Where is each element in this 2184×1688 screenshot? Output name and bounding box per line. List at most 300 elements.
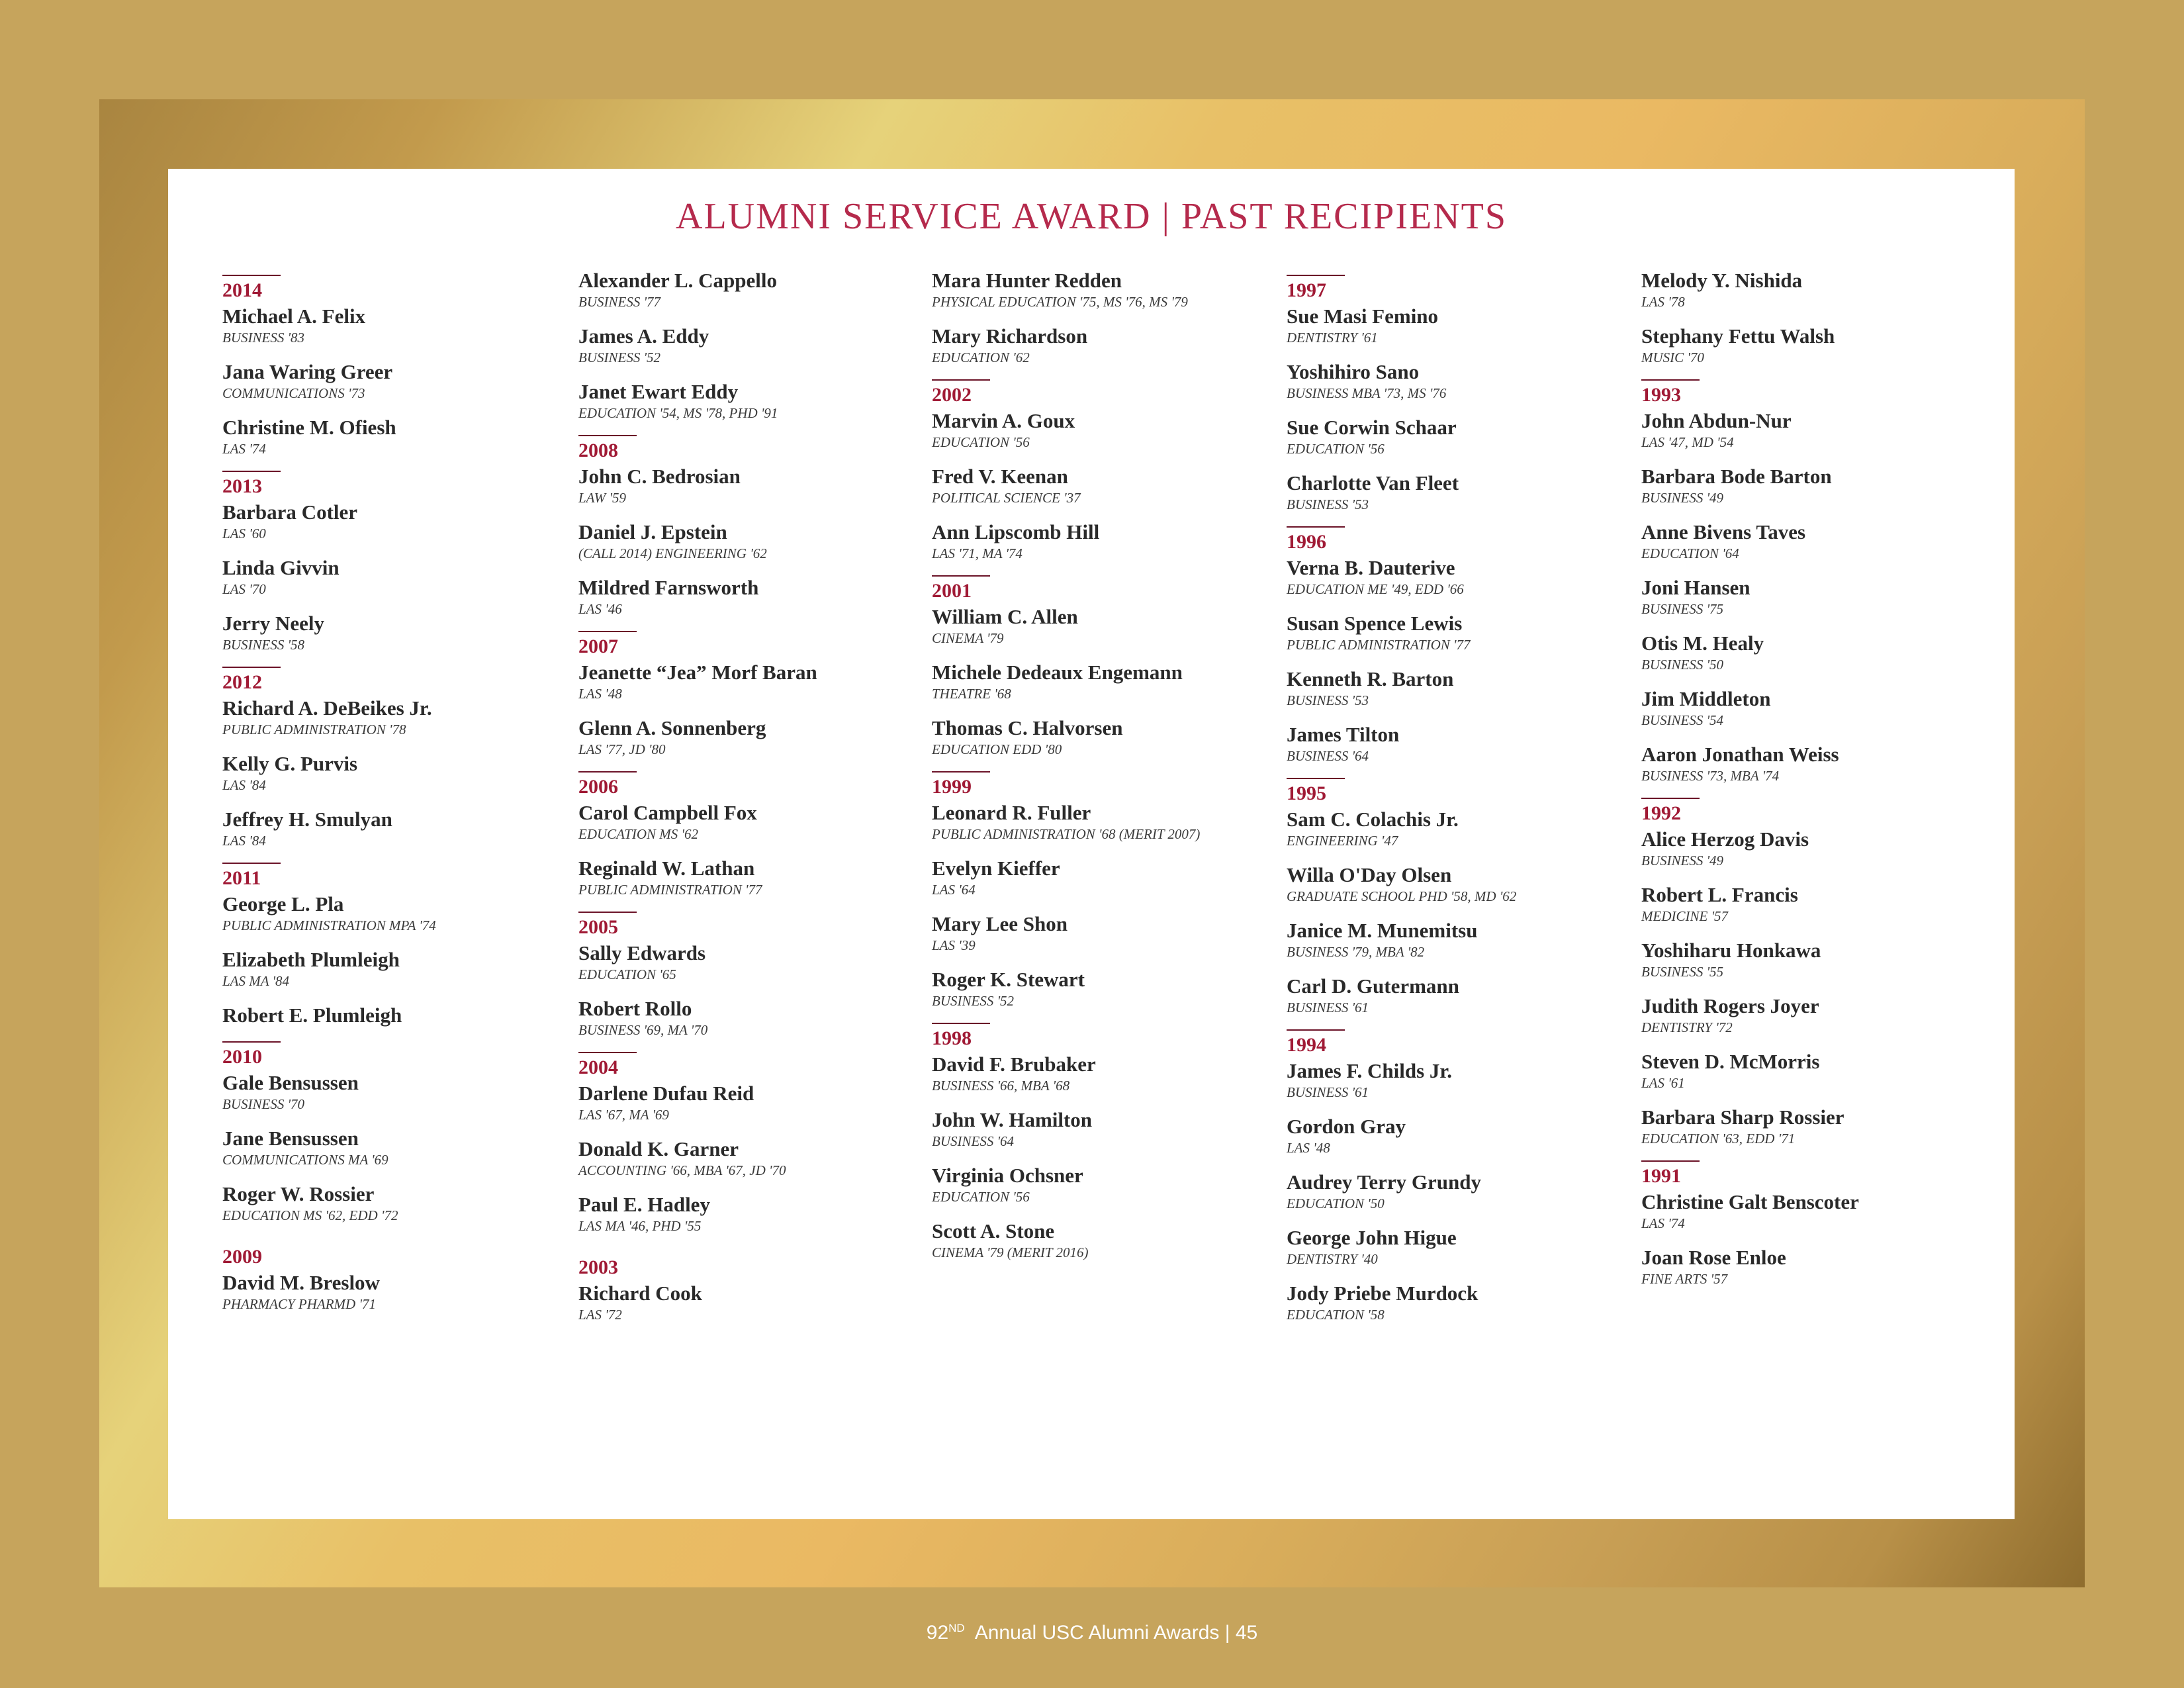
recipient-degree: PUBLIC ADMINISTRATION '77 <box>1287 637 1471 653</box>
recipient-entry <box>222 611 567 653</box>
recipient-entry <box>222 1270 567 1313</box>
recipient-name: Carol Campbell Fox <box>578 801 757 824</box>
recipient-name: Jeanette “Jea” Morf Baran <box>578 661 817 684</box>
award-year: 1995 <box>1287 782 1326 804</box>
recipient-entry <box>1641 1049 1985 1092</box>
recipient-degree: BUSINESS '52 <box>932 993 1015 1009</box>
recipient-entry <box>1641 408 1985 451</box>
recipient-degree: BUSINESS '64 <box>1287 748 1369 764</box>
year-divider <box>932 575 990 577</box>
recipient-name: Richard A. DeBeikes Jr. <box>222 696 432 720</box>
year-divider <box>932 1023 990 1024</box>
recipient-degree: BUSINESS '61 <box>1287 1000 1369 1015</box>
recipient-name: Leonard R. Fuller <box>932 801 1091 824</box>
recipient-name: Steven D. McMorris <box>1641 1050 1820 1073</box>
year-divider <box>1287 275 1345 276</box>
column-2 <box>578 268 923 1336</box>
recipient-degree: LAW '59 <box>578 490 626 506</box>
recipient-degree: LAS '84 <box>222 777 266 793</box>
page-footer <box>0 1622 2184 1644</box>
recipient-name: Alexander L. Cappello <box>578 269 777 292</box>
page-title: ALUMNI SERVICE AWARD | PAST RECIPIENTS <box>676 196 1507 237</box>
recipient-degree: MUSIC '70 <box>1641 350 1704 365</box>
recipient-entry <box>932 660 1276 702</box>
recipient-degree: DENTISTRY '40 <box>1287 1251 1378 1267</box>
recipient-name: Elizabeth Plumleigh <box>222 948 400 971</box>
recipient-entry <box>1287 611 1631 653</box>
recipient-degree: BUSINESS '61 <box>1287 1084 1369 1100</box>
recipient-name: George John Higue <box>1287 1226 1457 1249</box>
recipient-entry <box>1641 686 1985 729</box>
year-divider <box>222 863 281 864</box>
recipient-name: George L. Pla <box>222 892 344 915</box>
recipient-degree: BUSINESS '69, MA '70 <box>578 1022 708 1038</box>
recipient-name: Jody Priebe Murdock <box>1287 1282 1479 1305</box>
year-divider <box>932 379 990 381</box>
recipient-entry <box>1287 359 1631 402</box>
recipient-degree: BUSINESS '73, MBA '74 <box>1641 768 1780 784</box>
recipient-name: Sue Masi Femino <box>1287 305 1439 328</box>
recipient-name: Paul E. Hadley <box>578 1193 710 1216</box>
year-divider <box>222 667 281 668</box>
recipient-degree: BUSINESS '75 <box>1641 601 1724 617</box>
recipient-degree: LAS '77, JD '80 <box>578 741 666 757</box>
recipient-name: John Abdun-Nur <box>1641 409 1792 432</box>
year-divider <box>1287 1029 1345 1031</box>
recipient-degree: COMMUNICATIONS '73 <box>222 385 365 401</box>
recipient-entry <box>932 967 1276 1009</box>
year-divider <box>222 275 281 276</box>
recipient-name: Michele Dedeaux Engemann <box>932 661 1183 684</box>
recipient-entry <box>932 520 1276 562</box>
recipient-entry <box>1641 1190 1985 1232</box>
recipient-entry <box>1287 555 1631 598</box>
recipient-entry <box>1641 324 1985 366</box>
recipient-name: Evelyn Kieffer <box>932 857 1060 880</box>
recipient-degree: LAS MA '84 <box>222 973 289 989</box>
recipient-degree: POLITICAL SCIENCE '37 <box>932 490 1081 506</box>
award-year: 2009 <box>222 1246 262 1268</box>
recipient-degree: BUSINESS '49 <box>1641 490 1724 506</box>
recipient-entry <box>1641 994 1985 1036</box>
recipient-entry <box>578 996 923 1039</box>
recipient-name: Jim Middleton <box>1641 687 1771 710</box>
recipient-entry <box>578 464 923 506</box>
recipient-entry <box>222 947 567 990</box>
recipient-name: David M. Breslow <box>222 1271 380 1294</box>
year-divider <box>222 471 281 472</box>
recipient-name: Joan Rose Enloe <box>1641 1246 1786 1269</box>
recipient-entry <box>222 555 567 598</box>
recipient-entry <box>222 415 567 457</box>
recipient-degree: EDUCATION MS '62, EDD '72 <box>222 1207 398 1223</box>
recipient-name: John W. Hamilton <box>932 1108 1093 1131</box>
recipient-entry <box>932 464 1276 506</box>
recipient-entry <box>578 379 923 422</box>
recipient-degree: BUSINESS '53 <box>1287 496 1369 512</box>
recipient-name: James Tilton <box>1287 723 1400 746</box>
recipient-degree: LAS '71, MA '74 <box>932 545 1023 561</box>
year-divider <box>578 1052 637 1053</box>
column-4 <box>1287 268 1631 1336</box>
recipient-entry <box>578 1137 923 1179</box>
recipient-name: Donald K. Garner <box>578 1137 739 1160</box>
recipient-name: Susan Spence Lewis <box>1287 612 1463 635</box>
recipient-entry <box>1287 1058 1631 1101</box>
recipient-degree: THEATRE '68 <box>932 686 1011 702</box>
recipient-entry <box>1287 1170 1631 1212</box>
recipient-degree: LAS '64 <box>932 882 976 898</box>
recipient-degree: LAS '48 <box>1287 1140 1330 1156</box>
recipient-entry <box>578 800 923 843</box>
recipient-entry <box>578 324 923 366</box>
recipient-degree: EDUCATION '56 <box>932 434 1030 450</box>
recipient-degree: BUSINESS '58 <box>222 637 305 653</box>
recipient-entry <box>932 604 1276 647</box>
recipient-degree: LAS '84 <box>222 833 266 849</box>
recipient-name: Gordon Gray <box>1287 1115 1406 1138</box>
recipient-name: Michael A. Felix <box>222 305 366 328</box>
recipient-name: Jeffrey H. Smulyan <box>222 808 392 831</box>
recipient-entry <box>1641 938 1985 980</box>
recipient-name: Judith Rogers Joyer <box>1641 994 1819 1017</box>
recipient-degree: GRADUATE SCHOOL PHD '58, MD '62 <box>1287 888 1517 904</box>
recipient-entry <box>1287 722 1631 765</box>
recipient-degree: LAS '39 <box>932 937 976 953</box>
recipient-entry <box>1641 827 1985 869</box>
recipient-entry <box>1641 575 1985 618</box>
recipient-entry <box>932 408 1276 451</box>
recipient-entry <box>1287 415 1631 457</box>
recipient-degree: EDUCATION '64 <box>1641 545 1739 561</box>
recipient-degree: PUBLIC ADMINISTRATION MPA '74 <box>222 917 436 933</box>
award-year: 2014 <box>222 279 262 301</box>
award-year: 2006 <box>578 776 618 798</box>
column-1 <box>222 268 567 1326</box>
recipient-name: Daniel J. Epstein <box>578 520 727 543</box>
recipient-entry <box>222 1003 567 1028</box>
recipient-degree: LAS '47, MD '54 <box>1641 434 1734 450</box>
recipient-degree: EDUCATION '56 <box>932 1189 1030 1205</box>
recipient-degree: BUSINESS '83 <box>222 330 305 346</box>
recipient-name: Christine Galt Benscoter <box>1641 1190 1859 1213</box>
recipient-entry <box>578 268 923 310</box>
footer-edition-number: 92 <box>926 1622 949 1644</box>
award-year: 1997 <box>1287 279 1326 301</box>
recipient-entry <box>1287 304 1631 346</box>
recipient-entry <box>932 1052 1276 1094</box>
recipient-entry <box>1287 1114 1631 1156</box>
recipient-entry <box>222 1182 567 1224</box>
recipient-entry <box>1287 667 1631 709</box>
year-divider <box>932 771 990 773</box>
year-divider <box>1641 379 1700 381</box>
recipient-name: Barbara Sharp Rossier <box>1641 1105 1844 1129</box>
recipient-entry <box>1287 918 1631 961</box>
recipient-degree: ENGINEERING '47 <box>1287 833 1398 849</box>
recipient-entry <box>578 660 923 702</box>
recipient-degree: BUSINESS '66, MBA '68 <box>932 1078 1070 1094</box>
recipient-degree: PHYSICAL EDUCATION '75, MS '76, MS '79 <box>932 294 1188 310</box>
recipient-degree: EDUCATION MS '62 <box>578 826 699 842</box>
recipient-degree: LAS '74 <box>222 441 266 457</box>
recipient-name: Alice Herzog Davis <box>1641 827 1809 851</box>
award-year: 1998 <box>932 1027 972 1049</box>
recipient-degree: EDUCATION '63, EDD '71 <box>1641 1131 1796 1147</box>
recipient-name: Melody Y. Nishida <box>1641 269 1803 292</box>
recipient-entry <box>1287 1281 1631 1323</box>
recipient-entry <box>222 1070 567 1113</box>
recipient-degree: BUSINESS '79, MBA '82 <box>1287 944 1425 960</box>
recipient-name: Mary Richardson <box>932 324 1088 348</box>
award-year: 2002 <box>932 384 972 406</box>
recipient-entry <box>1287 807 1631 849</box>
footer-ordinal-suffix: ND <box>948 1622 965 1634</box>
recipient-degree: BUSINESS '55 <box>1641 964 1724 980</box>
recipient-name: Roger W. Rossier <box>222 1182 375 1205</box>
recipient-name: Linda Givvin <box>222 556 340 579</box>
recipient-name: Jane Bensussen <box>222 1127 359 1150</box>
recipient-degree: LAS '48 <box>578 686 622 702</box>
recipient-entry <box>1287 974 1631 1016</box>
recipient-name: Janice M. Munemitsu <box>1287 919 1478 942</box>
recipient-degree: BUSINESS '54 <box>1641 712 1724 728</box>
award-year: 2007 <box>578 635 618 657</box>
recipient-entry <box>578 941 923 983</box>
recipient-degree: CINEMA '79 <box>932 630 1004 646</box>
recipient-degree: FINE ARTS '57 <box>1641 1271 1728 1287</box>
year-divider <box>1641 1160 1700 1162</box>
recipient-entry <box>578 716 923 758</box>
recipient-entry <box>932 800 1276 843</box>
award-year: 2012 <box>222 671 262 693</box>
recipient-name: Barbara Bode Barton <box>1641 465 1832 488</box>
award-year: 2011 <box>222 867 261 889</box>
recipient-name: Carl D. Gutermann <box>1287 974 1459 998</box>
recipient-entry <box>1641 742 1985 784</box>
recipient-entry <box>578 1281 923 1323</box>
recipient-entry <box>1641 631 1985 673</box>
year-divider <box>578 912 637 913</box>
recipient-name: Sam C. Colachis Jr. <box>1287 808 1459 831</box>
recipient-name: Mary Lee Shon <box>932 912 1068 935</box>
recipient-name: Robert L. Francis <box>1641 883 1798 906</box>
award-year: 1994 <box>1287 1034 1326 1056</box>
recipient-degree: EDUCATION '56 <box>1287 441 1385 457</box>
recipient-name: Verna B. Dauterive <box>1287 556 1455 579</box>
recipient-name: Robert E. Plumleigh <box>222 1004 402 1027</box>
recipient-degree: PHARMACY PHARMD '71 <box>222 1296 376 1312</box>
year-divider <box>578 771 637 773</box>
recipient-degree: LAS '74 <box>1641 1215 1685 1231</box>
award-year: 1992 <box>1641 802 1681 824</box>
recipient-entry <box>1287 1225 1631 1268</box>
recipient-degree: BUSINESS '70 <box>222 1096 305 1112</box>
recipient-degree: (CALL 2014) ENGINEERING '62 <box>578 545 767 561</box>
year-divider <box>1287 526 1345 528</box>
recipient-name: Marvin A. Goux <box>932 409 1075 432</box>
recipient-entry <box>932 268 1276 310</box>
recipient-degree: LAS '78 <box>1641 294 1685 310</box>
recipient-entry <box>578 856 923 898</box>
recipient-degree: EDUCATION '54, MS '78, PHD '91 <box>578 405 778 421</box>
recipient-entry <box>1641 1105 1985 1147</box>
recipient-name: Jerry Neely <box>222 612 325 635</box>
recipient-name: Aaron Jonathan Weiss <box>1641 743 1839 766</box>
column-5 <box>1641 268 1985 1301</box>
recipient-degree: LAS '60 <box>222 526 266 541</box>
recipient-degree: BUSINESS '64 <box>932 1133 1015 1149</box>
recipient-name: Yoshihiro Sano <box>1287 360 1420 383</box>
recipient-name: Kenneth R. Barton <box>1287 667 1454 690</box>
recipient-entry <box>932 856 1276 898</box>
recipient-degree: EDUCATION ME '49, EDD '66 <box>1287 581 1464 597</box>
recipient-name: Audrey Terry Grundy <box>1287 1170 1481 1194</box>
year-divider <box>1287 778 1345 779</box>
recipient-name: James F. Childs Jr. <box>1287 1059 1453 1082</box>
recipient-name: William C. Allen <box>932 605 1078 628</box>
recipient-entry <box>578 1192 923 1235</box>
recipient-entry <box>578 1081 923 1123</box>
recipient-entry <box>222 807 567 849</box>
recipient-entry <box>222 751 567 794</box>
recipient-name: Roger K. Stewart <box>932 968 1085 991</box>
recipient-degree: LAS '72 <box>578 1307 622 1323</box>
award-year: 2008 <box>578 440 618 461</box>
recipient-degree: ACCOUNTING '66, MBA '67, JD '70 <box>578 1162 786 1178</box>
recipient-entry <box>932 912 1276 954</box>
recipient-name: Richard Cook <box>578 1282 702 1305</box>
recipient-name: Robert Rollo <box>578 997 692 1020</box>
award-year: 2010 <box>222 1046 262 1068</box>
recipient-degree: LAS MA '46, PHD '55 <box>578 1218 702 1234</box>
year-divider <box>578 435 637 436</box>
recipient-name: Otis M. Healy <box>1641 632 1764 655</box>
recipient-entry <box>1641 268 1985 310</box>
recipient-degree: PUBLIC ADMINISTRATION '77 <box>578 882 762 898</box>
recipient-degree: BUSINESS '53 <box>1287 692 1369 708</box>
recipient-degree: PUBLIC ADMINISTRATION '68 (MERIT 2007) <box>932 826 1201 842</box>
recipient-degree: MEDICINE '57 <box>1641 908 1729 924</box>
year-divider <box>578 631 637 632</box>
recipient-degree: EDUCATION EDD '80 <box>932 741 1062 757</box>
award-year: 2001 <box>932 580 972 602</box>
recipient-entry <box>222 696 567 738</box>
recipient-degree: EDUCATION '58 <box>1287 1307 1385 1323</box>
recipient-entry <box>932 1107 1276 1150</box>
recipient-name: Darlene Dufau Reid <box>578 1082 754 1105</box>
recipient-entry <box>222 500 567 542</box>
recipient-name: Gale Bensussen <box>222 1071 359 1094</box>
recipient-name: Glenn A. Sonnenberg <box>578 716 766 739</box>
recipient-degree: BUSINESS '52 <box>578 350 661 365</box>
recipient-degree: BUSINESS '50 <box>1641 657 1724 673</box>
recipient-name: Thomas C. Halvorsen <box>932 716 1123 739</box>
recipient-degree: LAS '61 <box>1641 1075 1685 1091</box>
recipient-name: Jana Waring Greer <box>222 360 393 383</box>
recipient-entry <box>578 520 923 562</box>
recipient-name: Mildred Farnsworth <box>578 576 759 599</box>
recipient-name: Sally Edwards <box>578 941 706 964</box>
award-year: 2004 <box>578 1056 618 1078</box>
recipient-name: Janet Ewart Eddy <box>578 380 739 403</box>
recipient-degree: LAS '67, MA '69 <box>578 1107 669 1123</box>
award-year: 1999 <box>932 776 972 798</box>
recipient-name: Ann Lipscomb Hill <box>932 520 1100 543</box>
recipient-name: Virginia Ochsner <box>932 1164 1083 1187</box>
recipient-degree: LAS '70 <box>222 581 266 597</box>
award-year: 2003 <box>578 1256 618 1278</box>
recipient-entry <box>932 716 1276 758</box>
recipient-degree: DENTISTRY '72 <box>1641 1019 1733 1035</box>
recipient-entry <box>1641 464 1985 506</box>
recipient-degree: EDUCATION '62 <box>932 350 1030 365</box>
award-year: 1996 <box>1287 531 1326 553</box>
recipient-name: John C. Bedrosian <box>578 465 741 488</box>
recipient-name: Fred V. Keenan <box>932 465 1068 488</box>
recipient-name: Sue Corwin Schaar <box>1287 416 1457 439</box>
recipient-name: Anne Bivens Taves <box>1641 520 1806 543</box>
recipient-name: Charlotte Van Fleet <box>1287 471 1459 494</box>
award-year: 1991 <box>1641 1165 1681 1187</box>
year-divider <box>222 1041 281 1043</box>
recipient-entry <box>222 1126 567 1168</box>
recipient-entry <box>1287 471 1631 513</box>
recipient-name: Reginald W. Lathan <box>578 857 755 880</box>
recipient-degree: PUBLIC ADMINISTRATION '78 <box>222 722 406 737</box>
recipient-degree: EDUCATION '65 <box>578 966 676 982</box>
recipient-entry <box>1641 882 1985 925</box>
recipient-entry <box>1287 863 1631 905</box>
recipient-entry <box>222 892 567 934</box>
recipient-degree: BUSINESS '49 <box>1641 853 1724 868</box>
recipient-name: Yoshiharu Honkawa <box>1641 939 1821 962</box>
recipient-entry <box>578 575 923 618</box>
recipient-entry <box>1641 1245 1985 1288</box>
recipient-degree: DENTISTRY '61 <box>1287 330 1378 346</box>
recipient-name: Christine M. Ofiesh <box>222 416 396 439</box>
recipient-name: James A. Eddy <box>578 324 709 348</box>
award-year: 1993 <box>1641 384 1681 406</box>
recipient-degree: EDUCATION '50 <box>1287 1196 1385 1211</box>
recipient-name: Scott A. Stone <box>932 1219 1055 1243</box>
recipient-name: David F. Brubaker <box>932 1053 1096 1076</box>
recipient-degree: LAS '46 <box>578 601 622 617</box>
recipient-name: Mara Hunter Redden <box>932 269 1122 292</box>
recipient-name: Joni Hansen <box>1641 576 1751 599</box>
award-year: 2005 <box>578 916 618 938</box>
recipient-entry <box>932 1163 1276 1205</box>
recipient-degree: CINEMA '79 (MERIT 2016) <box>932 1244 1089 1260</box>
recipient-degree: BUSINESS '77 <box>578 294 661 310</box>
recipient-entry <box>932 324 1276 366</box>
recipient-entry <box>222 304 567 346</box>
column-3 <box>932 268 1276 1274</box>
recipient-degree: BUSINESS MBA '73, MS '76 <box>1287 385 1447 401</box>
recipients-card <box>168 169 2015 1519</box>
award-year: 2013 <box>222 475 262 497</box>
recipient-entry <box>1641 520 1985 562</box>
recipient-name: Barbara Cotler <box>222 500 358 524</box>
recipient-name: Kelly G. Purvis <box>222 752 358 775</box>
recipient-name: Stephany Fettu Walsh <box>1641 324 1835 348</box>
recipient-name: Willa O'Day Olsen <box>1287 863 1452 886</box>
footer-text: Annual USC Alumni Awards | 45 <box>974 1622 1258 1644</box>
recipient-entry <box>222 359 567 402</box>
recipient-entry <box>932 1219 1276 1261</box>
year-divider <box>1641 798 1700 799</box>
recipient-degree: COMMUNICATIONS MA '69 <box>222 1152 388 1168</box>
